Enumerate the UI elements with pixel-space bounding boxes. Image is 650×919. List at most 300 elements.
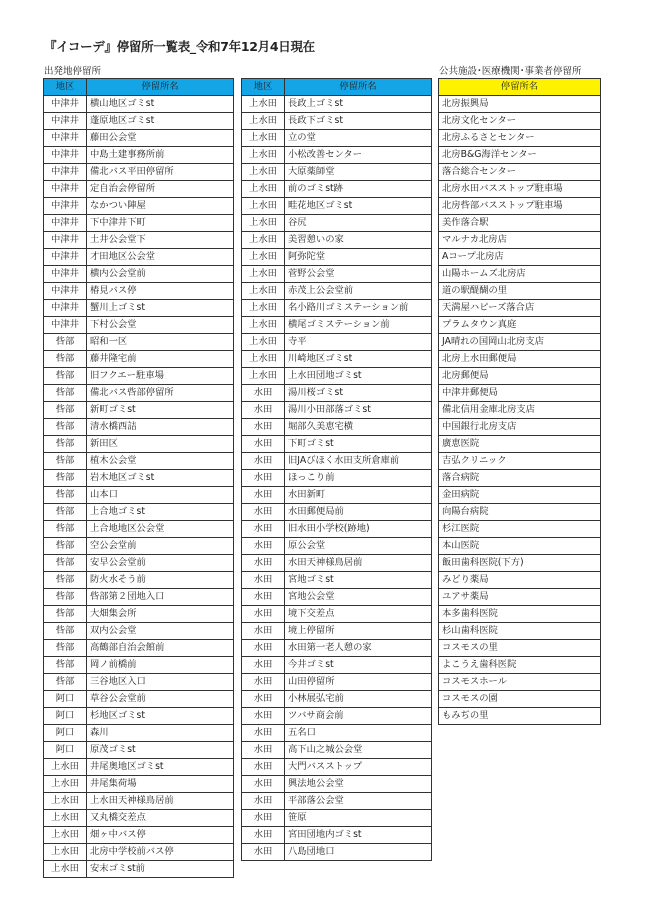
stop-name-cell: 向陽台病院 — [439, 504, 601, 521]
stop-name-cell: 椿見バス停 — [87, 283, 234, 300]
stop-name-cell: 宮田団地内ゴミst — [285, 827, 432, 844]
stop-name-cell: コスモスの園 — [439, 691, 601, 708]
district-cell: 水田 — [242, 385, 285, 402]
district-cell: 水田 — [242, 674, 285, 691]
table-row — [242, 215, 432, 232]
table-row — [242, 249, 432, 266]
table-row — [242, 317, 432, 334]
stop-name-cell: 森川 — [87, 725, 234, 742]
stop-name-cell: 美習憩いの家 — [285, 232, 432, 249]
page-title: 『イコーデ』停留所一覧表_令和7年12月4日現在 — [44, 39, 315, 54]
district-cell: 水田 — [242, 691, 285, 708]
district-cell: 呰部 — [44, 606, 87, 623]
district-cell: 水田 — [242, 419, 285, 436]
stop-name-cell: プラムタウン真庭 — [439, 317, 601, 334]
table-row — [44, 113, 234, 130]
table-row — [242, 793, 432, 810]
district-cell: 呰部 — [44, 657, 87, 674]
stop-name-cell: 堀部久美恵宅横 — [285, 419, 432, 436]
table-row — [44, 181, 234, 198]
table-row — [242, 640, 432, 657]
table-row — [44, 266, 234, 283]
stop-name-cell: コスモスの里 — [439, 640, 601, 657]
table-row — [44, 810, 234, 827]
table-row — [439, 436, 601, 453]
stop-name-cell: 落合病院 — [439, 470, 601, 487]
stop-name-cell: ツバサ商会前 — [285, 708, 432, 725]
table-row — [242, 402, 432, 419]
table-row — [439, 266, 601, 283]
district-cell: 阿口 — [44, 742, 87, 759]
district-cell: 呰部 — [44, 419, 87, 436]
stop-name-cell: 吉弘クリニック — [439, 453, 601, 470]
stop-name-cell: 原茂ゴミst — [87, 742, 234, 759]
stop-name-cell: 杉地区ゴミst — [87, 708, 234, 725]
table-row — [439, 198, 601, 215]
table-row — [439, 572, 601, 589]
table-header-row — [242, 79, 432, 96]
stop-name-cell: 美作落合駅 — [439, 215, 601, 232]
table-row — [242, 708, 432, 725]
stop-name-cell: 名小路川ゴミステーション前 — [285, 300, 432, 317]
table-row — [439, 504, 601, 521]
district-cell: 水田 — [242, 725, 285, 742]
table-row — [242, 657, 432, 674]
district-cell: 上水田 — [44, 844, 87, 861]
table-row — [439, 589, 601, 606]
district-cell: 上水田 — [44, 861, 87, 878]
table-row — [44, 317, 234, 334]
table-row — [242, 113, 432, 130]
stop-name-cell: 蟹川上ゴミst — [87, 300, 234, 317]
district-cell: 呰部 — [44, 334, 87, 351]
table-row — [44, 436, 234, 453]
district-cell: 上水田 — [242, 266, 285, 283]
stop-name-cell: 新町ゴミst — [87, 402, 234, 419]
district-cell: 中津井 — [44, 283, 87, 300]
table-row — [44, 385, 234, 402]
stop-name-cell: 横内公会堂前 — [87, 266, 234, 283]
district-cell: 呰部 — [44, 589, 87, 606]
stop-name-cell: 笹原 — [285, 810, 432, 827]
district-cell: 水田 — [242, 453, 285, 470]
table-row — [439, 164, 601, 181]
district-cell: 中津井 — [44, 317, 87, 334]
table-row — [242, 776, 432, 793]
table-row — [44, 606, 234, 623]
district-cell: 呰部 — [44, 402, 87, 419]
table-row — [242, 334, 432, 351]
stop-name-cell: 横尾ゴミステーション前 — [285, 317, 432, 334]
stop-name-cell: 阿弥陀堂 — [285, 249, 432, 266]
table-row — [242, 674, 432, 691]
stop-name-cell: 菅野公会堂 — [285, 266, 432, 283]
table-row — [439, 538, 601, 555]
stop-name-cell: 上水田天神様鳥居前 — [87, 793, 234, 810]
stop-name-cell: 藤田公会堂 — [87, 130, 234, 147]
stop-name-cell: 北房郵便局 — [439, 368, 601, 385]
stop-name-cell: 安末ゴミst前 — [87, 861, 234, 878]
table-row — [242, 606, 432, 623]
district-cell: 中津井 — [44, 215, 87, 232]
stop-name-cell: 新田区 — [87, 436, 234, 453]
stop-name-cell: 岩木地区ゴミst — [87, 470, 234, 487]
table-row — [44, 232, 234, 249]
table-row — [439, 215, 601, 232]
table-row — [44, 657, 234, 674]
district-cell: 水田 — [242, 402, 285, 419]
stop-name-cell: 井尾奥地区ゴミst — [87, 759, 234, 776]
table-row — [242, 844, 432, 861]
stop-name-cell: 定自治会停留所 — [87, 181, 234, 198]
stop-name-cell: 小林展弘宅前 — [285, 691, 432, 708]
table-row — [44, 504, 234, 521]
stop-name-cell: 本多歯科医院 — [439, 606, 601, 623]
table-row — [44, 487, 234, 504]
stop-name-cell: 立の堂 — [285, 130, 432, 147]
table-row — [44, 249, 234, 266]
table-row — [242, 759, 432, 776]
stop-name-cell: 北房上水田郵便局 — [439, 351, 601, 368]
table-row — [242, 351, 432, 368]
stop-name-cell: Aコープ北房店 — [439, 249, 601, 266]
table-row — [439, 351, 601, 368]
stop-name-cell: 山田停留所 — [285, 674, 432, 691]
stop-name-cell: 横山地区ゴミst — [87, 96, 234, 113]
table-row — [242, 232, 432, 249]
table-row — [44, 861, 234, 878]
district-cell: 上水田 — [44, 793, 87, 810]
stop-name-cell: 金田病院 — [439, 487, 601, 504]
district-cell: 水田 — [242, 504, 285, 521]
stop-name-cell: 長政上ゴミst — [285, 96, 432, 113]
district-cell: 上水田 — [242, 215, 285, 232]
district-cell: 上水田 — [242, 198, 285, 215]
district-cell: 水田 — [242, 589, 285, 606]
stop-name-cell: 水田新町 — [285, 487, 432, 504]
header-stop-name: 停留所名 — [439, 79, 601, 96]
district-cell: 上水田 — [44, 776, 87, 793]
stop-name-cell: 下村公会堂 — [87, 317, 234, 334]
district-cell: 水田 — [242, 538, 285, 555]
district-cell: 上水田 — [242, 113, 285, 130]
table-row — [242, 96, 432, 113]
district-cell: 呰部 — [44, 470, 87, 487]
stop-name-cell: マルナカ北房店 — [439, 232, 601, 249]
departure-table-left — [43, 78, 234, 878]
table-row — [439, 419, 601, 436]
stop-name-cell: みどり薬局 — [439, 572, 601, 589]
stop-name-cell: 宮地ゴミst — [285, 572, 432, 589]
district-cell: 中津井 — [44, 232, 87, 249]
district-cell: 呰部 — [44, 555, 87, 572]
table-row — [439, 368, 601, 385]
table-row — [439, 317, 601, 334]
table-row — [439, 708, 601, 725]
district-cell: 上水田 — [242, 232, 285, 249]
table-row — [44, 572, 234, 589]
table-row — [242, 725, 432, 742]
table-row — [44, 147, 234, 164]
table-row — [242, 504, 432, 521]
table-row — [44, 776, 234, 793]
table-row — [439, 606, 601, 623]
stop-name-cell: 呰部第２団地入口 — [87, 589, 234, 606]
district-cell: 呰部 — [44, 640, 87, 657]
table-row — [44, 300, 234, 317]
district-cell: 呰部 — [44, 521, 87, 538]
stop-name-cell: 高下山之城公会堂 — [285, 742, 432, 759]
stop-name-cell: 平部落公会堂 — [285, 793, 432, 810]
table-row — [242, 810, 432, 827]
table-row — [44, 351, 234, 368]
stop-name-cell: 北房B&G海洋センター — [439, 147, 601, 164]
stop-name-cell: 蓬原地区ゴミst — [87, 113, 234, 130]
departure-section-label: 出発地停留所 — [44, 66, 102, 77]
table-row — [242, 572, 432, 589]
table-row — [242, 385, 432, 402]
stop-name-cell: 藤井隆宅前 — [87, 351, 234, 368]
stop-name-cell: 安早公会堂前 — [87, 555, 234, 572]
table-row — [44, 215, 234, 232]
district-cell: 中津井 — [44, 198, 87, 215]
table-row — [242, 742, 432, 759]
district-cell: 阿口 — [44, 691, 87, 708]
stop-name-cell: 大門バスストップ — [285, 759, 432, 776]
district-cell: 中津井 — [44, 130, 87, 147]
stop-name-cell: 山陽ホームズ北房店 — [439, 266, 601, 283]
table-row — [242, 300, 432, 317]
stop-name-cell: 上水田団地ゴミst — [285, 368, 432, 385]
table-row — [242, 470, 432, 487]
district-cell: 上水田 — [44, 827, 87, 844]
table-row — [44, 589, 234, 606]
stop-name-cell: 落合総合センター — [439, 164, 601, 181]
stop-name-cell: 境下交差点 — [285, 606, 432, 623]
header-district: 地区 — [242, 79, 285, 96]
table-row — [242, 555, 432, 572]
table-row — [242, 538, 432, 555]
table-row — [439, 113, 601, 130]
stop-name-cell: 興法地公会堂 — [285, 776, 432, 793]
header-stop-name: 停留所名 — [87, 79, 234, 96]
table-row — [44, 96, 234, 113]
district-cell: 中津井 — [44, 249, 87, 266]
table-row — [439, 555, 601, 572]
district-cell: 上水田 — [242, 317, 285, 334]
table-row — [439, 385, 601, 402]
table-row — [439, 453, 601, 470]
table-row — [44, 453, 234, 470]
header-stop-name: 停留所名 — [285, 79, 432, 96]
public-facility-table — [438, 78, 601, 725]
stop-name-cell: 上合地ゴミst — [87, 504, 234, 521]
stop-name-cell: 北房振興局 — [439, 96, 601, 113]
stop-name-cell: 飯田歯科医院(下方) — [439, 555, 601, 572]
stop-name-cell: 道の駅醍醐の里 — [439, 283, 601, 300]
district-cell: 上水田 — [242, 300, 285, 317]
stop-name-cell: 八島団地口 — [285, 844, 432, 861]
stop-name-cell: 今井ゴミst — [285, 657, 432, 674]
district-cell: 呰部 — [44, 538, 87, 555]
table-row — [242, 623, 432, 640]
stop-name-cell: 宮地公会堂 — [285, 589, 432, 606]
district-cell: 阿口 — [44, 725, 87, 742]
table-row — [44, 623, 234, 640]
public-section-label: 公共施設･医療機関･事業者停留所 — [439, 66, 582, 77]
stop-name-cell: 北房ふるさとセンター — [439, 130, 601, 147]
stop-name-cell: 昭和一区 — [87, 334, 234, 351]
table-row — [44, 742, 234, 759]
district-cell: 上水田 — [242, 181, 285, 198]
stop-name-cell: 杉山歯科医院 — [439, 623, 601, 640]
table-row — [439, 674, 601, 691]
district-cell: 水田 — [242, 572, 285, 589]
table-row — [242, 130, 432, 147]
district-cell: 水田 — [242, 623, 285, 640]
stop-name-cell: 寺平 — [285, 334, 432, 351]
table-row — [242, 198, 432, 215]
stop-name-cell: 備北バス呰部停留所 — [87, 385, 234, 402]
district-cell: 中津井 — [44, 113, 87, 130]
stop-name-cell: 才田地区公会堂 — [87, 249, 234, 266]
stop-name-cell: 長政下ゴミst — [285, 113, 432, 130]
district-cell: 中津井 — [44, 266, 87, 283]
table-row — [439, 147, 601, 164]
table-row — [44, 674, 234, 691]
district-cell: 上水田 — [242, 164, 285, 181]
stop-name-cell: 湯川小田部落ゴミst — [285, 402, 432, 419]
district-cell: 水田 — [242, 827, 285, 844]
district-cell: 水田 — [242, 844, 285, 861]
district-cell: 水田 — [242, 810, 285, 827]
stop-name-cell: 中国銀行北房支店 — [439, 419, 601, 436]
district-cell: 水田 — [242, 742, 285, 759]
stop-name-cell: 井尾集荷場 — [87, 776, 234, 793]
table-row — [439, 130, 601, 147]
stop-name-cell: 草谷公会堂前 — [87, 691, 234, 708]
stop-name-cell: 空公会堂前 — [87, 538, 234, 555]
stop-name-cell: 大畑集会所 — [87, 606, 234, 623]
district-cell: 水田 — [242, 640, 285, 657]
district-cell: 水田 — [242, 793, 285, 810]
table-row — [44, 164, 234, 181]
table-row — [439, 470, 601, 487]
stop-name-cell: 水田第一老人憩の家 — [285, 640, 432, 657]
stop-name-cell: 山本口 — [87, 487, 234, 504]
district-cell: 上水田 — [242, 334, 285, 351]
district-cell: 水田 — [242, 487, 285, 504]
table-row — [44, 521, 234, 538]
stop-name-cell: 旧フクエー駐車場 — [87, 368, 234, 385]
table-row — [439, 232, 601, 249]
stop-name-cell: 北房文化センター — [439, 113, 601, 130]
table-row — [439, 300, 601, 317]
stop-name-cell: 杉江医院 — [439, 521, 601, 538]
district-cell: 水田 — [242, 436, 285, 453]
stop-name-cell: 原公会堂 — [285, 538, 432, 555]
stop-name-cell: 北房呰部バスストップ駐車場 — [439, 198, 601, 215]
table-row — [439, 487, 601, 504]
district-cell: 呰部 — [44, 351, 87, 368]
district-cell: 呰部 — [44, 572, 87, 589]
table-row — [44, 640, 234, 657]
stop-name-cell: 下中津井下町 — [87, 215, 234, 232]
stop-name-cell: コスモスホール — [439, 674, 601, 691]
district-cell: 中津井 — [44, 300, 87, 317]
table-row — [44, 402, 234, 419]
stop-name-cell: JA晴れの国岡山北房支店 — [439, 334, 601, 351]
table-row — [44, 334, 234, 351]
stop-name-cell: 中津井郵便局 — [439, 385, 601, 402]
stop-name-cell: ほっこり前 — [285, 470, 432, 487]
stop-name-cell: なかつい陣屋 — [87, 198, 234, 215]
table-row — [242, 827, 432, 844]
district-cell: 水田 — [242, 776, 285, 793]
district-cell: 上水田 — [242, 96, 285, 113]
table-row — [439, 623, 601, 640]
table-row — [439, 334, 601, 351]
table-row — [44, 283, 234, 300]
district-cell: 水田 — [242, 657, 285, 674]
stop-name-cell: 湯川桜ゴミst — [285, 385, 432, 402]
table-row — [242, 266, 432, 283]
table-row — [44, 555, 234, 572]
stop-name-cell: 本山医院 — [439, 538, 601, 555]
stop-name-cell: 赤茂上公会堂前 — [285, 283, 432, 300]
stop-name-cell: 備北バス平田停留所 — [87, 164, 234, 181]
stop-name-cell: 岡ノ前橋前 — [87, 657, 234, 674]
stop-name-cell: もみぢの里 — [439, 708, 601, 725]
stop-name-cell: 北房中学校前バス停 — [87, 844, 234, 861]
table-row — [44, 725, 234, 742]
stop-name-cell: 植木公会堂 — [87, 453, 234, 470]
table-row — [242, 436, 432, 453]
district-cell: 中津井 — [44, 96, 87, 113]
district-cell: 水田 — [242, 555, 285, 572]
table-row — [44, 844, 234, 861]
table-row — [44, 419, 234, 436]
stop-name-cell: よこうえ歯科医院 — [439, 657, 601, 674]
table-row — [44, 759, 234, 776]
stop-name-cell: 水田郵便局前 — [285, 504, 432, 521]
stop-name-cell: 前のゴミst跡 — [285, 181, 432, 198]
district-cell: 呰部 — [44, 368, 87, 385]
table-row — [242, 147, 432, 164]
stop-name-cell: 中島土建事務所前 — [87, 147, 234, 164]
table-row — [44, 198, 234, 215]
table-row — [439, 249, 601, 266]
table-row — [439, 181, 601, 198]
table-row — [439, 657, 601, 674]
district-cell: 呰部 — [44, 453, 87, 470]
stop-name-cell: 小松改善センター — [285, 147, 432, 164]
district-cell: 呰部 — [44, 436, 87, 453]
stop-name-cell: 畑ヶ中バス停 — [87, 827, 234, 844]
table-row — [44, 470, 234, 487]
table-row — [439, 402, 601, 419]
district-cell: 呰部 — [44, 623, 87, 640]
stop-name-cell: 高鶴部自治会館前 — [87, 640, 234, 657]
stop-name-cell: 畦花地区ゴミst — [285, 198, 432, 215]
stop-name-cell: 下町ゴミst — [285, 436, 432, 453]
table-header-row — [44, 79, 234, 96]
header-district: 地区 — [44, 79, 87, 96]
stop-name-cell: 備北信用金庫北房支店 — [439, 402, 601, 419]
stop-name-cell: 土井公会堂下 — [87, 232, 234, 249]
district-cell: 中津井 — [44, 164, 87, 181]
stop-name-cell: 大原薬師堂 — [285, 164, 432, 181]
